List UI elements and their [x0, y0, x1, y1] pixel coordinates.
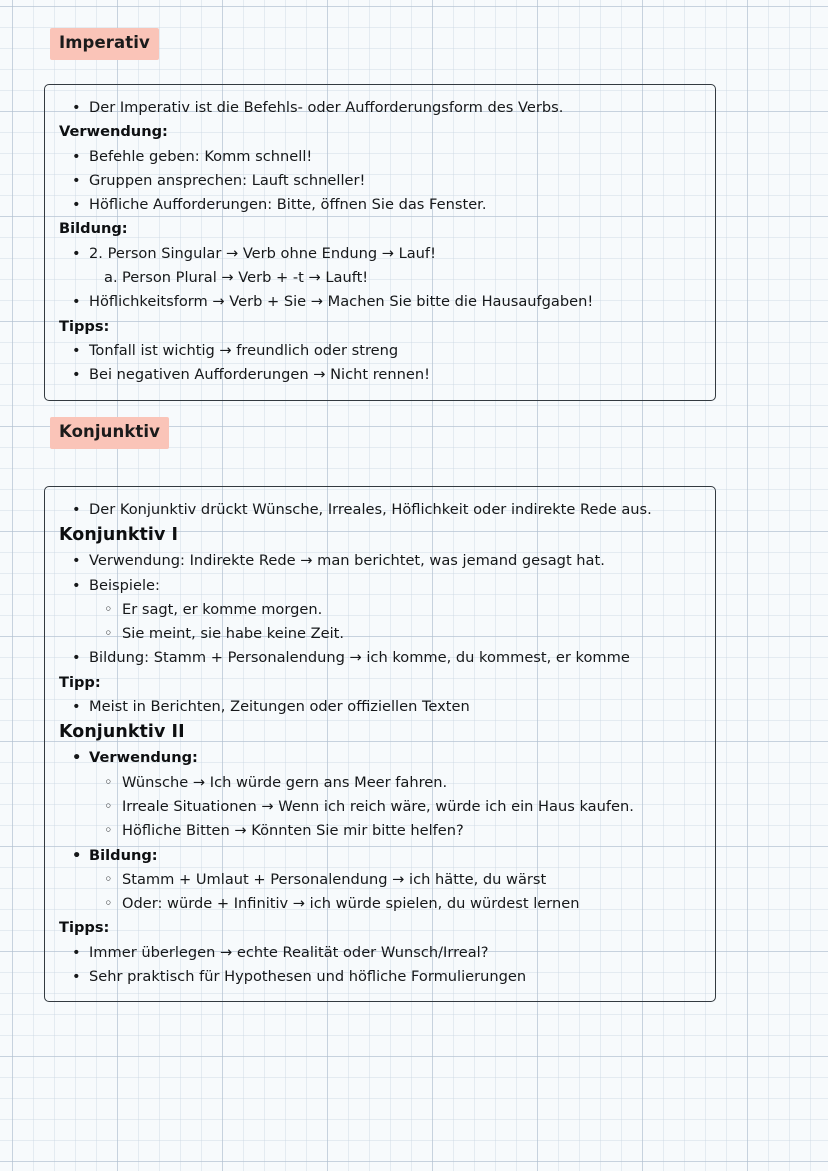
note-bullet: ◦ Höfliche Bitten → Könnten Sie mir bitte helfen? [59, 819, 701, 843]
section-badge-label: Konjunktiv [50, 417, 169, 449]
note-bullet: • Meist in Berichten, Zeitungen oder offiziellen Texten [59, 695, 701, 719]
section-heading-imperativ [50, 28, 159, 60]
note-bullet: • Der Imperativ ist die Befehls- oder Aufforderungsform des Verbs. [59, 96, 701, 120]
note-bullet: • Immer überlegen → echte Realität oder Wunsch/Irreal? [59, 941, 701, 965]
note-bullet: • Befehle geben: Komm schnell! [59, 145, 701, 169]
note-bullet: • Beispiele: [59, 574, 701, 598]
section-badge-label: Imperativ [50, 28, 159, 60]
note-bullet: • Verwendung: Indirekte Rede → man berichtet, was jemand gesagt hat. [59, 549, 701, 573]
note-bullet: ◦ Er sagt, er komme morgen. [59, 598, 701, 622]
note-bullet: • Verwendung: [59, 746, 701, 770]
note-label: Tipps: [59, 317, 110, 335]
note-bullet: • Der Konjunktiv drückt Wünsche, Irreales, Höflichkeit oder indirekte Rede aus. [59, 498, 701, 522]
note-label: Tipps: [59, 919, 110, 937]
note-bullet: • Tonfall ist wichtig → freundlich oder streng [59, 339, 701, 363]
note-subheading: Konjunktiv I [59, 525, 179, 546]
note-bullet: • Gruppen ansprechen: Lauft schneller! [59, 169, 701, 193]
content-list-konjunktiv [59, 498, 701, 989]
note-label: Tipp: [59, 673, 101, 691]
note-bullet: ◦ Sie meint, sie habe keine Zeit. [59, 622, 701, 646]
note-bullet: • Bildung: [59, 844, 701, 868]
content-box-imperativ [44, 84, 716, 401]
content-list-imperativ [59, 96, 701, 388]
note-bullet: • Höflichkeitsform → Verb + Sie → Machen Sie bitte die Hausaufgaben! [59, 290, 701, 314]
note-bullet: ◦ Oder: würde + Infinitiv → ich würde spielen, du würdest lernen [59, 892, 701, 916]
note-label: Verwendung: [59, 123, 168, 141]
note-bullet: ◦ Stamm + Umlaut + Personalendung → ich hätte, du wärst [59, 868, 701, 892]
note-bullet: a. Person Plural → Verb + -t → Lauft! [59, 266, 701, 290]
content-box-konjunktiv [44, 486, 716, 1002]
note-bullet: • Bei negativen Aufforderungen → Nicht rennen! [59, 363, 701, 387]
section-heading-konjunktiv [50, 417, 169, 449]
note-subheading: Konjunktiv II [59, 722, 185, 743]
note-bullet: ◦ Wünsche → Ich würde gern ans Meer fahren. [59, 771, 701, 795]
note-bullet: • Höfliche Aufforderungen: Bitte, öffnen Sie das Fenster. [59, 193, 701, 217]
note-label: Bildung: [59, 220, 128, 238]
note-bullet: • 2. Person Singular → Verb ohne Endung → Lauf! [59, 242, 701, 266]
note-bullet: ◦ Irreale Situationen → Wenn ich reich wäre, würde ich ein Haus kaufen. [59, 795, 701, 819]
note-bullet: • Bildung: Stamm + Personalendung → ich komme, du kommest, er komme [59, 646, 701, 670]
note-bullet: • Sehr praktisch für Hypothesen und höfliche Formulierungen [59, 965, 701, 989]
